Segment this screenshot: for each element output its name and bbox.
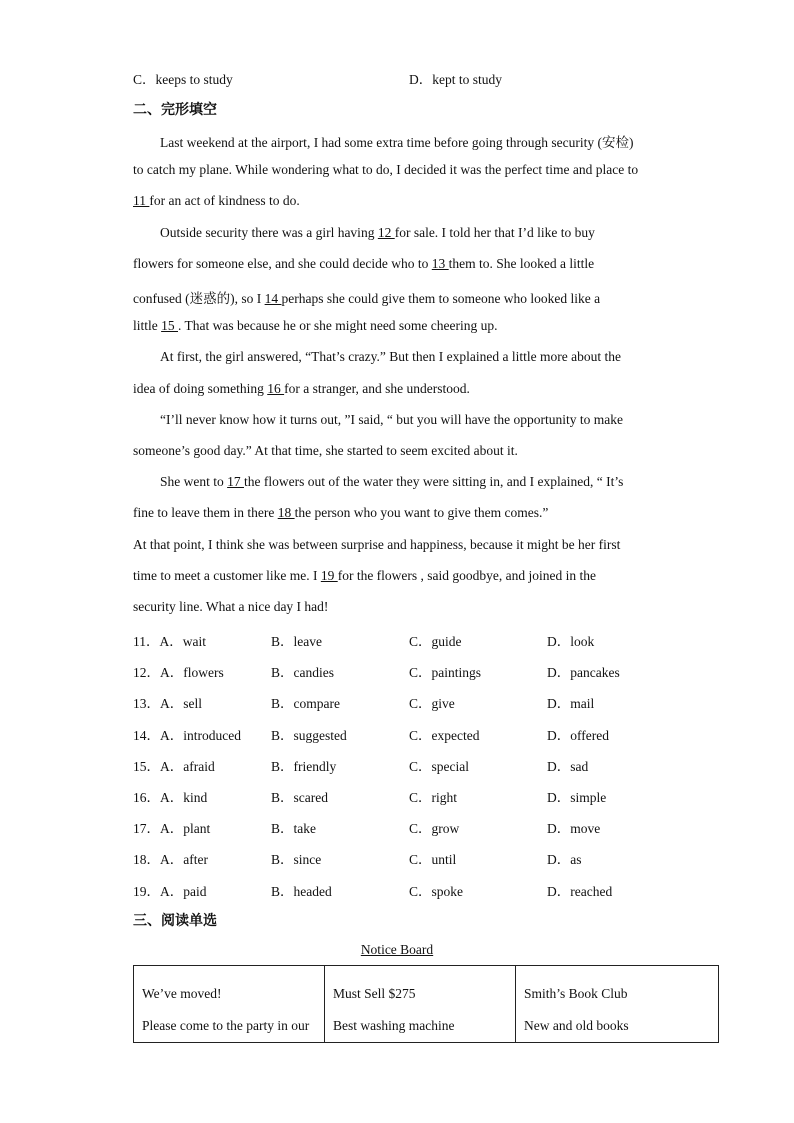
passage-text: fine to leave them in there — [133, 505, 278, 521]
notice-cell-moved — [134, 966, 325, 1043]
choice-a: 19．A．paid — [133, 883, 207, 899]
blank-number: 15 — [161, 318, 178, 334]
question-row — [133, 880, 733, 900]
passage-line — [133, 256, 594, 272]
passage-text: little — [133, 318, 162, 334]
passage-text: perhaps she could give them to someone who looked like a — [281, 291, 601, 306]
passage-text: for the flowers , said goodbye, and joined in the — [337, 567, 597, 583]
choice-b: B．since — [271, 852, 322, 868]
passage-text: Last weekend at the airport, I had some extra time before going through security (安检) — [160, 135, 634, 150]
choice-d: D．simple — [547, 790, 607, 805]
passage-line — [160, 131, 633, 151]
blank-number: 14 — [264, 291, 282, 306]
question-row — [133, 724, 733, 744]
choice-a: 16．A．kind — [133, 790, 208, 805]
choice-b: B．leave — [271, 634, 322, 649]
question-row — [133, 755, 733, 775]
question-row — [133, 786, 733, 806]
passage-line — [133, 162, 638, 178]
passage-text: to catch my plane. While wondering what to do, I decided it was the perfect time and place to — [133, 162, 639, 178]
option-c: C．keeps to study — [133, 72, 233, 87]
choice-d: D．sad — [547, 758, 589, 774]
choice-b: B．headed — [271, 883, 332, 899]
choice-b: B．compare — [271, 696, 340, 712]
passage-line — [160, 349, 621, 365]
passage-text: for sale. I told her that I’d like to buy — [394, 224, 595, 240]
option-d: D．kept to study — [409, 72, 502, 87]
passage-text: idea of doing something — [133, 380, 268, 396]
passage-text: for a stranger, and she understood. — [284, 380, 470, 396]
notice-cell-book-club — [516, 966, 719, 1043]
passage-line — [133, 318, 498, 334]
passage-line — [133, 381, 470, 397]
passage-line — [133, 568, 596, 584]
choice-c: C．spoke — [409, 883, 463, 899]
passage-text: someone’s good day.” At that time, she started to seem excited about it. — [133, 443, 518, 458]
passage-text: Outside security there was a girl having — [160, 224, 378, 240]
blank-number: 11 — [133, 193, 150, 209]
choice-a: 12．A．flowers — [133, 665, 224, 681]
question-row — [133, 817, 733, 837]
choice-b: B．friendly — [271, 758, 337, 774]
choice-c: C．guide — [409, 634, 462, 649]
question-row — [133, 692, 733, 712]
notice-cell-line1: Smith’s Book Club — [524, 986, 628, 1001]
choice-c: C．paintings — [409, 665, 482, 681]
passage-text: flowers for someone else, and she could decide who to — [133, 255, 432, 271]
blank-number: 17 — [227, 474, 244, 490]
section-heading-cloze: 二、完形填空 — [133, 102, 217, 118]
blank-number: 18 — [277, 505, 295, 521]
choice-d: D．move — [547, 821, 601, 837]
passage-text: confused (迷惑的), so I — [133, 291, 265, 306]
choice-d: D．reached — [547, 883, 613, 899]
choice-c: C．special — [409, 758, 469, 774]
passage-line — [160, 225, 595, 241]
passage-line — [133, 505, 548, 521]
passage-line — [133, 443, 518, 459]
notice-cell-line2: Best washing machine — [333, 1018, 455, 1033]
blank-number: 12 — [377, 224, 395, 240]
passage-text: for an act of kindness to do. — [149, 193, 300, 209]
choice-a: 18．A．after — [133, 852, 208, 868]
passage-text: security line. What a nice day I had! — [133, 599, 329, 614]
choice-a: 13．A．sell — [133, 696, 202, 712]
section-heading-reading: 三、阅读单选 — [133, 913, 217, 929]
choice-b: B．suggested — [271, 727, 347, 743]
passage-text: “I’ll never know how it turns out, ”I said, “ but you will have the opportunity to make — [160, 411, 624, 427]
notice-cell-line1: Must Sell $275 — [333, 986, 416, 1001]
question-row — [133, 630, 733, 650]
choice-d: D．mail — [547, 696, 595, 712]
choice-d: D．as — [547, 852, 582, 868]
notice-board-title: Notice Board — [360, 942, 434, 957]
choice-c: C．expected — [409, 727, 480, 743]
choice-c: C．grow — [409, 821, 460, 837]
passage-line — [133, 193, 300, 209]
passage-text: . That was because he or she might need some cheering up. — [178, 318, 498, 334]
passage-text: She went to — [160, 474, 228, 490]
notice-board-table — [133, 965, 719, 1043]
choice-a: 17．A．plant — [133, 821, 211, 837]
choice-b: B．take — [271, 821, 316, 837]
question-row — [133, 661, 733, 681]
choice-d: D．offered — [547, 727, 609, 743]
passage-text: time to meet a customer like me. I — [133, 567, 321, 583]
blank-number: 13 — [431, 255, 449, 271]
passage-text: At first, the girl answered, “That’s crazy.” But then I explained a little more about the — [160, 349, 621, 365]
choice-b: B．candies — [271, 665, 334, 681]
passage-text: them to. She looked a little — [448, 255, 595, 271]
notice-cell-sell — [325, 966, 516, 1043]
passage-text: the flowers out of the water they were sitting in, and I explained, “ It’s — [244, 474, 624, 490]
passage-line — [133, 537, 620, 553]
notice-cell-line1: We’ve moved! — [142, 986, 222, 1001]
choice-a: 14．A．introduced — [133, 727, 241, 743]
blank-number: 16 — [267, 380, 285, 396]
notice-cell-line2: New and old books — [524, 1018, 629, 1033]
passage-line — [133, 287, 600, 307]
passage-line — [160, 412, 623, 428]
passage-line — [160, 474, 623, 490]
choice-d: D．look — [547, 634, 595, 649]
question-row — [133, 848, 733, 868]
choice-c: C．until — [409, 852, 457, 868]
notice-cell-line2: Please come to the party in our — [142, 1018, 310, 1033]
choice-a: 15．A．afraid — [133, 758, 215, 774]
blank-number: 19 — [320, 567, 338, 583]
choice-a: 11．A．wait — [133, 634, 206, 649]
passage-line — [133, 599, 328, 615]
passage-text: the person who you want to give them comes.” — [294, 505, 549, 521]
choice-b: B．scared — [271, 790, 328, 805]
choice-c: C．give — [409, 696, 455, 712]
choice-c: C．right — [409, 790, 458, 805]
choice-d: D．pancakes — [547, 665, 620, 681]
passage-text: At that point, I think she was between surprise and happiness, because it might be her first — [133, 536, 621, 552]
